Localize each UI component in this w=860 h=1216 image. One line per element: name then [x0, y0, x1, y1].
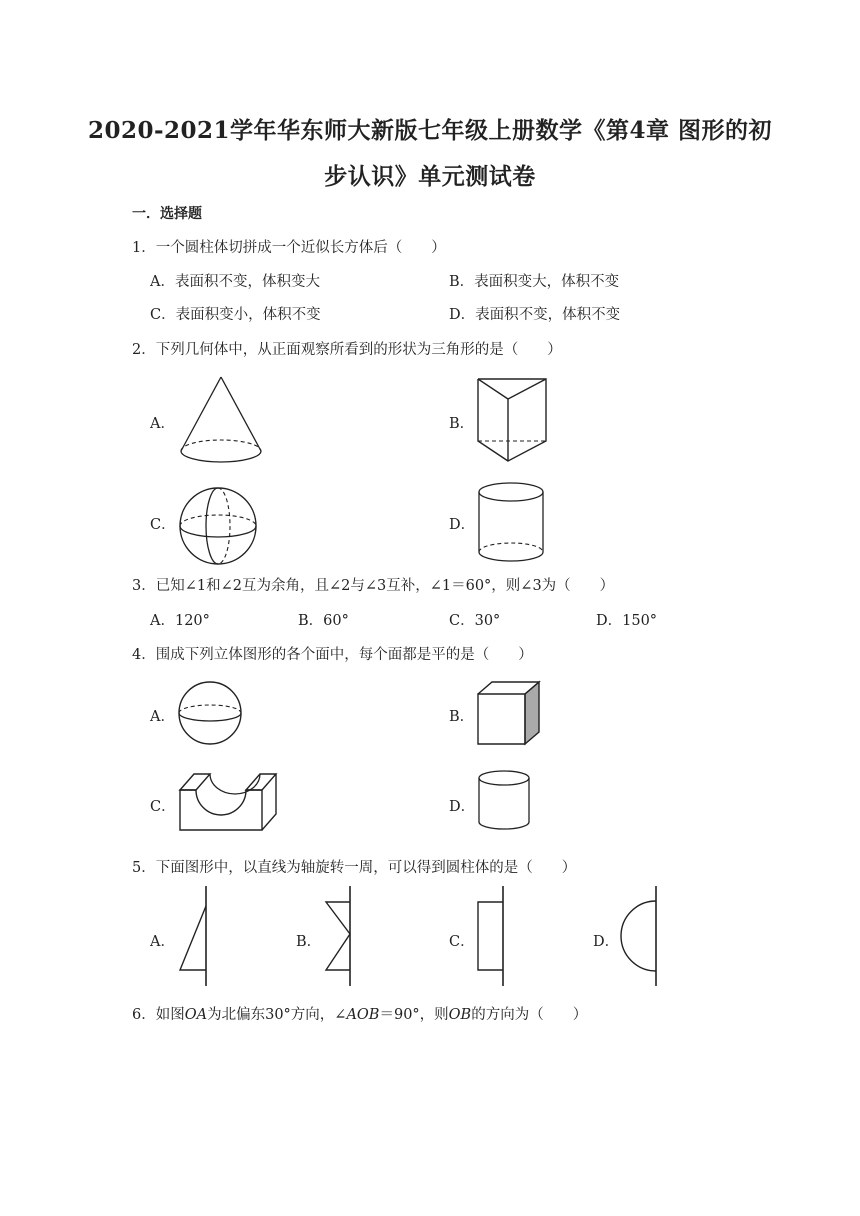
question-6-stem [132, 1003, 587, 1024]
q2-label-b: B． [449, 416, 475, 432]
question-1-stem: 1．一个圆柱体切拼成一个近似长方体后（ ） [132, 240, 446, 256]
sphere-figure-2 [176, 679, 244, 747]
q4-label-b: B． [449, 709, 475, 725]
q2-label-c: C． [150, 517, 176, 533]
q6-var-ob: OB [448, 1007, 472, 1023]
question-3-stem: 3．已知∠1和∠2互为余角，且∠2与∠3互补，∠1＝60°，则∠3为（ ） [132, 578, 615, 594]
q3-option-d: D．150° [596, 613, 658, 629]
q3-option-c: C．30° [449, 613, 501, 629]
title-line-2: 步认识》单元测试卷 [324, 163, 536, 190]
triangle-axis-figure [178, 884, 212, 988]
cylinder-figure-2 [476, 768, 532, 832]
q1-option-b: B．表面积变大，体积不变 [449, 274, 620, 290]
q4-label-d: D． [449, 799, 476, 815]
cylinder-figure [475, 480, 547, 566]
section-heading: 一．选择题 [132, 206, 202, 222]
q5-label-a: A． [150, 934, 175, 950]
q4-label-a: A． [150, 709, 175, 725]
q1-option-d: D．表面积不变，体积不变 [449, 307, 621, 323]
question-2-stem: 2．下列几何体中，从正面观察所看到的形状为三角形的是（ ） [132, 342, 562, 358]
zigzag-axis-figure [322, 884, 356, 988]
cube-figure [475, 680, 545, 748]
q6-text-4: 的方向为（ ） [471, 1007, 588, 1023]
q3-option-a: A．120° [150, 613, 210, 629]
q6-var-aob: AOB [346, 1007, 380, 1023]
q6-var-oa: OA [184, 1007, 208, 1023]
q6-text-2: 为北偏东30°方向，∠ [207, 1007, 347, 1023]
q6-text-1: 6．如图 [132, 1007, 185, 1023]
q4-label-c: C． [150, 799, 176, 815]
q2-label-d: D． [449, 517, 476, 533]
q2-label-a: A． [150, 416, 175, 432]
cone-figure [176, 373, 266, 468]
question-4-stem: 4．围成下列立体图形的各个面中，每个面都是平的是（ ） [132, 647, 533, 663]
title-line-1: 2020-2021学年华东师大新版七年级上册数学《第4章 图形的初 [87, 117, 773, 144]
q1-option-c: C．表面积变小，体积不变 [150, 307, 321, 323]
triangular-prism-figure [474, 375, 554, 465]
grooved-block-figure [176, 768, 278, 834]
q6-text-3: ＝90°，则 [379, 1007, 449, 1023]
q5-label-c: C． [449, 934, 475, 950]
question-5-stem: 5．下面图形中，以直线为轴旋转一周，可以得到圆柱体的是（ ） [132, 860, 577, 876]
semicircle-axis-figure [618, 884, 662, 988]
q5-label-d: D． [593, 934, 620, 950]
rectangle-axis-figure [475, 884, 509, 988]
q3-option-b: B．60° [298, 613, 349, 629]
sphere-figure [176, 484, 260, 568]
q1-option-a: A．表面积不变，体积变大 [150, 274, 320, 290]
q5-label-b: B． [296, 934, 322, 950]
